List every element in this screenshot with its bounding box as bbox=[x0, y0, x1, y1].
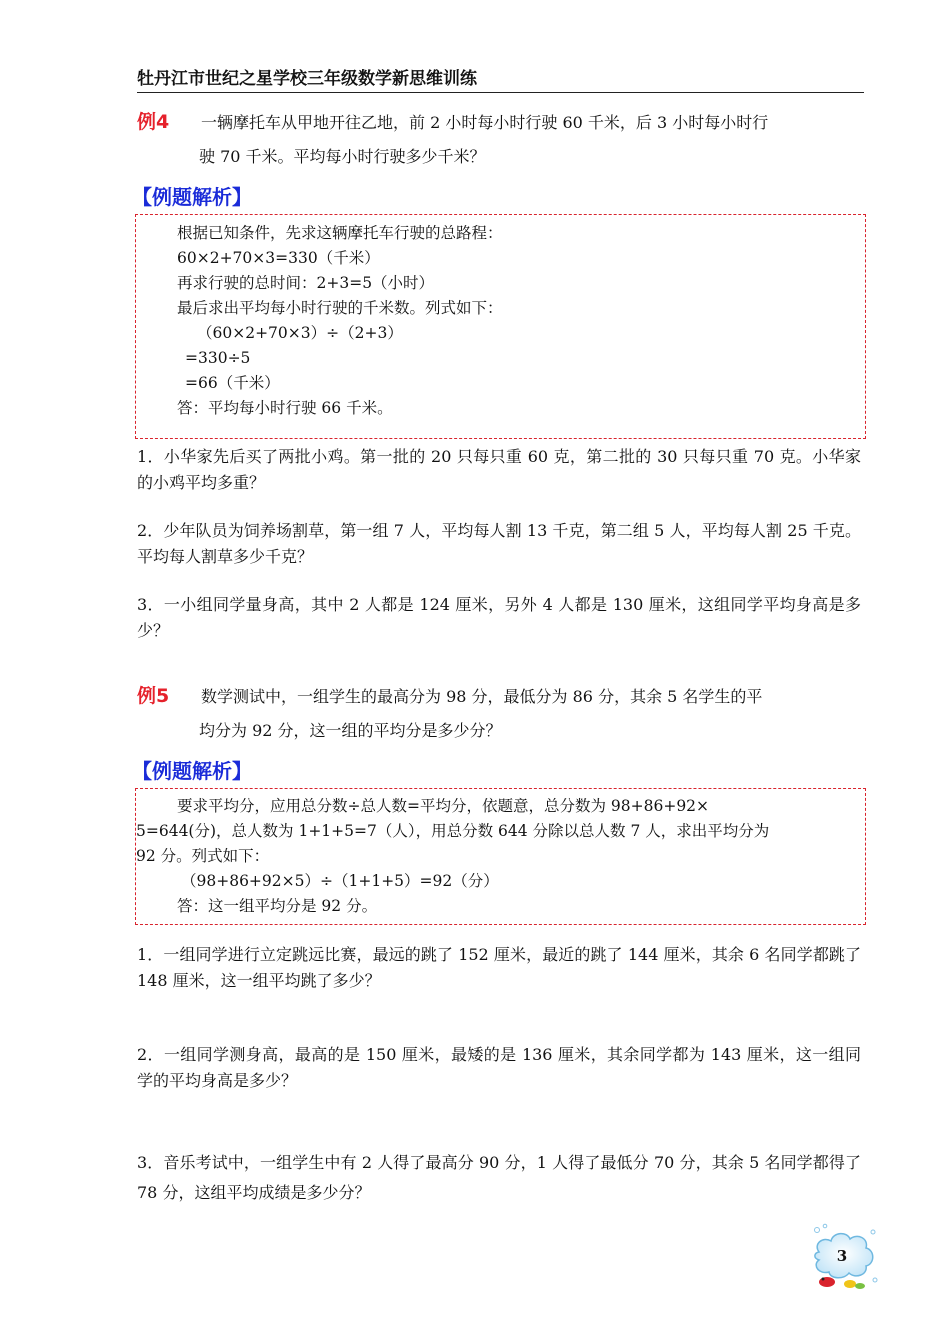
question-number: 3． bbox=[137, 595, 164, 614]
question-number: 3． bbox=[137, 1153, 164, 1172]
example5-text-line1: 数学测试中，一组学生的最高分为 98 分，最低分为 86 分，其余 5 名学生的平 bbox=[201, 687, 763, 706]
question-text: 一小组同学量身高，其中 2 人都是 124 厘米，另外 4 人都是 130 厘米，这组同学平均身高是多少？ bbox=[137, 595, 861, 640]
analysis-line: （98+86+92×5）÷（1+1+5）=92（分） bbox=[181, 872, 499, 890]
question-number: 2． bbox=[137, 1045, 164, 1064]
example5-analysis-title: 【例题解析】 bbox=[132, 759, 252, 783]
example4-question-line1 bbox=[137, 105, 862, 140]
example4-text-line1: 一辆摩托车从甲地开往乙地，前 2 小时每小时行驶 60 千米，后 3 小时每小时行 bbox=[201, 113, 769, 132]
practice5-q1 bbox=[137, 942, 861, 994]
example4-analysis-box bbox=[135, 214, 866, 439]
practice4-q3 bbox=[137, 592, 861, 644]
practice5-q3 bbox=[137, 1148, 861, 1208]
example4-label: 例4 bbox=[137, 111, 170, 133]
analysis-line: 5=644(分)，总人数为 1+1+5=7（人），用总分数 644 分除以总人数 7 人，求出平均分为 bbox=[136, 822, 770, 840]
analysis-line: =330÷5 bbox=[185, 349, 251, 367]
example5-label: 例5 bbox=[137, 685, 170, 707]
analysis-line: =66（千米） bbox=[185, 374, 280, 392]
example5-question-line2: 均分为 92 分，这一组的平均分是多少分？ bbox=[199, 721, 502, 740]
analysis-line: 60×2+70×3=330（千米） bbox=[177, 249, 380, 267]
example4-analysis-title: 【例题解析】 bbox=[132, 185, 252, 209]
analysis-line: 再求行驶的总时间：2+3=5（小时） bbox=[177, 274, 435, 292]
practice4-q2 bbox=[137, 518, 861, 570]
practice4-q1 bbox=[137, 444, 861, 496]
analysis-line: 根据已知条件，先求这辆摩托车行驶的总路程： bbox=[177, 224, 503, 242]
page-number: 3 bbox=[836, 1247, 848, 1265]
practice5-q2 bbox=[137, 1042, 861, 1094]
question-text: 音乐考试中，一组学生中有 2 人得了最高分 90 分，1 人得了最低分 70 分，其余 5 名同学都得了 78 分，这组平均成绩是多少分？ bbox=[137, 1153, 861, 1202]
question-text: 一组同学进行立定跳远比赛，最远的跳了 152 厘米，最近的跳了 144 厘米，其余 6 名同学都跳了 148 厘米，这一组平均跳了多少？ bbox=[137, 945, 861, 990]
example5-question-line1 bbox=[137, 679, 862, 714]
analysis-line: （60×2+70×3）÷（2+3） bbox=[197, 324, 403, 342]
analysis-line: 92 分。列式如下： bbox=[136, 847, 270, 865]
example4-question-line2: 驶 70 千米。平均每小时行驶多少千米？ bbox=[199, 147, 486, 166]
example5-analysis-box bbox=[135, 788, 866, 925]
page-header: 牡丹江市世纪之星学校三年级数学新思维训练 bbox=[137, 66, 864, 93]
analysis-line: 答：这一组平均分是 92 分。 bbox=[177, 897, 378, 915]
analysis-line: 答：平均每小时行驶 66 千米。 bbox=[177, 399, 393, 417]
question-text: 一组同学测身高，最高的是 150 厘米，最矮的是 136 厘米，其余同学都为 143 厘米，这一组同学的平均身高是多少？ bbox=[137, 1045, 861, 1090]
question-number: 1． bbox=[137, 447, 164, 466]
question-text: 小华家先后买了两批小鸡。第一批的 20 只每只重 60 克，第二批的 30 只每只重 70 克。小华家的小鸡平均多重？ bbox=[137, 447, 861, 492]
analysis-line: 最后求出平均每小时行驶的千米数。列式如下： bbox=[177, 299, 503, 317]
question-number: 2． bbox=[137, 521, 164, 540]
analysis-line: 要求平均分，应用总分数÷总人数=平均分，依题意，总分数为 98+86+92× bbox=[177, 797, 710, 815]
question-text: 少年队员为饲养场割草，第一组 7 人，平均每人割 13 千克，第二组 5 人，平均每人割 25 千克。平均每人割草多少千克？ bbox=[137, 521, 861, 566]
question-number: 1． bbox=[137, 945, 164, 964]
